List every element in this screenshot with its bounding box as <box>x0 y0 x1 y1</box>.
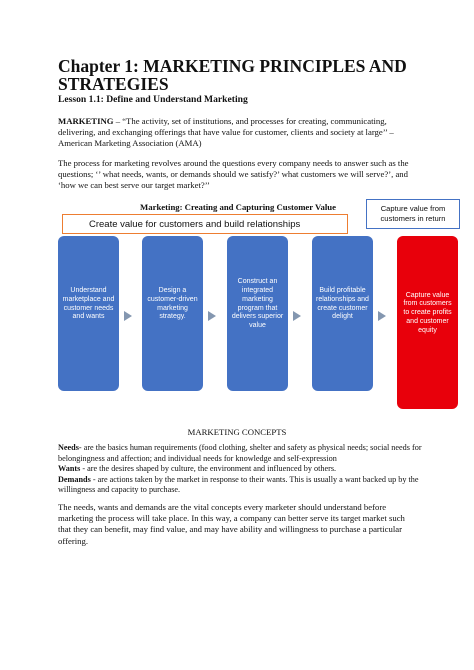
concept-definitions <box>58 443 423 496</box>
arrow-1 <box>124 311 132 321</box>
step-box-1 <box>58 236 119 391</box>
capture-value-callout: Capture value from customers in return <box>366 199 460 229</box>
demands-definition <box>58 475 423 496</box>
step-label-1: Understand marketplace and customer needs and wants <box>62 287 115 321</box>
process-paragraph: The process for marketing revolves around the questions every company needs to answer such as the questions; ‘’ what needs, wants, or demands should we satisfy?’ what customers we will serve?’, and ‘how we can best serve our target market?’’ <box>58 158 409 191</box>
step-box-3 <box>227 236 288 391</box>
marketing-definition <box>58 116 418 150</box>
lesson-title: Lesson 1.1: Define and Understand Marketing <box>58 94 248 105</box>
wants-term: Wants <box>58 464 81 474</box>
step-box-4 <box>312 236 373 391</box>
needs-text: - are the basics human requirements (food clothing, shelter and safety as physical needs; social needs for belongingness and affection; and individual needs for knowledge and self-expression <box>58 443 422 463</box>
wants-definition <box>58 464 423 475</box>
arrow-4 <box>378 311 386 321</box>
wants-text: - are the desires shaped by culture, the environment and influenced by others. <box>80 464 337 474</box>
concepts-heading: MARKETING CONCEPTS <box>187 427 287 437</box>
closing-paragraph: The needs, wants and demands are the vital concepts every marketer should understand before marketing the process will take place. In this way, a company can better serve its target market such that they can benefit, may find value, and may have ability and willingness to purchase a particular offering. <box>58 502 405 546</box>
step-box-5 <box>397 236 458 409</box>
step-label-2: Design a customer-driven marketing strategy. <box>147 287 198 321</box>
step-label-4: Build profitable relationships and create customer delight <box>316 287 369 321</box>
needs-definition <box>58 443 423 464</box>
chapter-title: Chapter 1: MARKETING PRINCIPLES AND STRATEGIES <box>58 56 407 94</box>
diagram-title: Marketing: Creating and Capturing Customer Value <box>140 202 336 212</box>
demands-term: Demands <box>58 474 91 484</box>
marketing-definition-text: – “The activity, set of institutions, and processes for creating, communicating, delivering, and exchanging offerings that have value for customer, clients and society at large’’ – American Marketing Association (AMA) <box>58 116 394 149</box>
arrow-2 <box>208 311 216 321</box>
step-box-2 <box>142 236 203 391</box>
arrow-3 <box>293 311 301 321</box>
needs-term: Needs <box>58 443 79 452</box>
step-label-5: Capture value from customers to create profits and customer equity <box>403 291 452 334</box>
marketing-term: MARKETING <box>58 116 114 126</box>
create-value-banner: Create value for customers and build relationships <box>62 214 348 234</box>
demands-text: - are actions taken by the market in response to their wants. This is usually a want backed up by the willingness and capacity to purchase. <box>58 474 419 495</box>
step-label-3: Construct an integrated marketing program that delivers superior value <box>231 278 284 329</box>
